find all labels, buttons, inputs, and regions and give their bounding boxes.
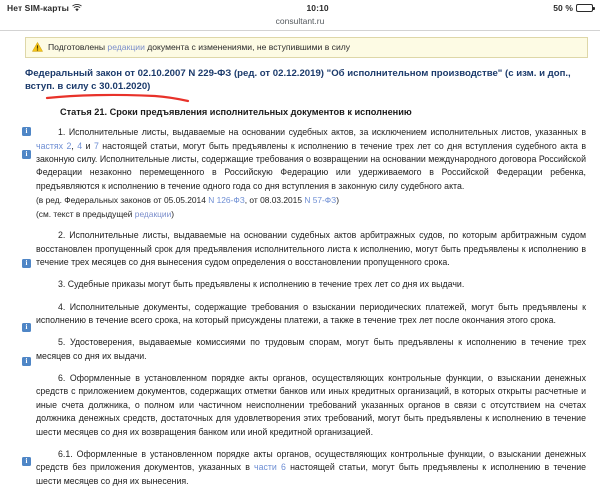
warning-triangle-icon: [32, 42, 43, 52]
info-icon[interactable]: i: [22, 357, 31, 366]
wifi-icon: [72, 4, 82, 12]
article-heading: Статья 21. Сроки предъявления исполнительных документов к исполнению: [60, 107, 412, 118]
p61-text-a: 6.1. Оформленные в установленном порядке акты органов, осуществляющих контрольные функции, о взыскании денежных средств без приложения документов, указанных в: [36, 448, 586, 473]
link-previous-redaction[interactable]: редакции: [134, 208, 172, 219]
p1-text-e: настоящей статьи, могут быть предъявлены к исполнению в течение трех лет со дня вступления судебного акта в законную силу. Исполнительные листы, содержащие требования о возвращении на основании международного договора Российской Федерации незаконно перемещенного в Российскую Федерацию или удерживаемого в Российской Федерации ребенка, предъявляются к исполнению в течение одного года со дня вступления в законную силу судебного акта.: [36, 140, 586, 191]
info-icon[interactable]: i: [22, 323, 31, 332]
document-title-line2: вступ. в силу с 30.01.2020): [25, 80, 151, 92]
link-law-126-fz[interactable]: N 126-ФЗ: [208, 195, 245, 205]
status-bar-right: [553, 3, 593, 13]
red-underline-annotation: [45, 91, 195, 103]
info-icon[interactable]: i: [22, 457, 31, 466]
document-title: [25, 67, 588, 93]
battery-percent-label: 50 %: [553, 3, 573, 13]
ref1-text-c: ): [336, 195, 340, 205]
ref2-text-b: ): [171, 208, 175, 219]
battery-icon: [576, 4, 593, 12]
address-bar[interactable]: consultant.ru: [275, 16, 325, 26]
notice-banner: [25, 37, 588, 58]
page-content: [0, 37, 600, 486]
editorial-reference-2: [36, 208, 586, 221]
p61-text-b: настоящей статьи, могут быть предъявлены к исполнению в течение шести месяцев со дня их вынесения.: [36, 462, 587, 486]
carrier-label: Нет SIM-карты: [7, 3, 70, 13]
ref1-text-a: (в ред. Федеральных законов от 05.05.2014: [36, 195, 209, 205]
p1-and: и: [82, 140, 94, 151]
browser-divider: [0, 30, 600, 31]
link-part-7[interactable]: 7: [93, 140, 99, 151]
notice-text-after: документа с изменениями, не вступившими в силу: [144, 42, 351, 52]
ref2-text-a: (см. текст в предыдущей: [36, 208, 135, 219]
status-bar-left: [7, 3, 82, 13]
paragraph-4: 4. Исполнительные документы, содержащие требования о взыскании периодических платежей, могут быть предъявлены к исполнению в течение всего срока, на который присуждены платежи, а также в течение трех лет после окончания этого срока.: [36, 301, 586, 326]
info-icon[interactable]: i: [22, 127, 31, 136]
paragraph-1: [36, 126, 586, 193]
paragraph-6: 6. Оформленные в установленном порядке акты органов, осуществляющих контрольные функции, о взыскании денежных средств с приложением документов, содержащих отметки банков или иных кредитных организаций, в которых открыты расчетные и иные счета должника, о полном или частичном неисполнении требований указанных органов в связи с отсутствием на счетах должника денежных средств, достаточных для удовлетворения этих требований, могут быть предъявлены к исполнению в течение шести месяцев со дня их возвращения банком или иной кредитной организацией.: [36, 373, 586, 437]
notice-link-redactions[interactable]: редакции: [107, 42, 145, 52]
notice-text: [48, 42, 350, 53]
clock-label: 10:10: [306, 3, 329, 13]
link-part-6[interactable]: части 6: [254, 462, 286, 473]
paragraph-6-1: [36, 448, 586, 488]
editorial-reference-1: [36, 194, 586, 207]
p1-comma: ,: [71, 140, 78, 151]
info-icon[interactable]: i: [22, 150, 31, 159]
p1-text-a: 1. Исполнительные листы, выдаваемые на основании судебных актов, за исключением исполнительных листов, указанных в: [58, 127, 586, 138]
paragraph-2: 2. Исполнительные листы, выдаваемые на основании судебных актов арбитражных судов, по которым арбитражным судом восстановлен пропущенный срок для предъявления исполнительного листа к исполнению, могут быть предъявлены к исполнению в течение трех месяцев со дня вынесения судом определения о восстановлении пропущенного срока.: [36, 230, 586, 267]
document-title-line1: Федеральный закон от 02.10.2007 N 229-ФЗ (ред. от 02.12.2019) "Об исполнительном производстве" (с изм. и доп.,: [25, 67, 571, 79]
link-part-2[interactable]: 2: [66, 140, 72, 151]
ios-status-bar: [0, 0, 600, 16]
paragraph-3: 3. Судебные приказы могут быть предъявлены к исполнению в течение трех лет со дня их выдачи.: [58, 279, 465, 290]
notice-text-before: Подготовлены: [48, 42, 108, 52]
info-icon[interactable]: i: [22, 259, 31, 268]
link-part-4[interactable]: 4: [77, 140, 83, 151]
link-chastyah[interactable]: частях: [36, 140, 64, 151]
link-law-57-fz[interactable]: N 57-ФЗ: [304, 195, 337, 205]
ref1-text-b: , от 08.03.2015: [244, 195, 305, 205]
paragraph-5: 5. Удостоверения, выдаваемые комиссиями по трудовым спорам, могут быть предъявлены к исполнению в течение трех месяцев со дня их выдачи.: [36, 337, 586, 361]
